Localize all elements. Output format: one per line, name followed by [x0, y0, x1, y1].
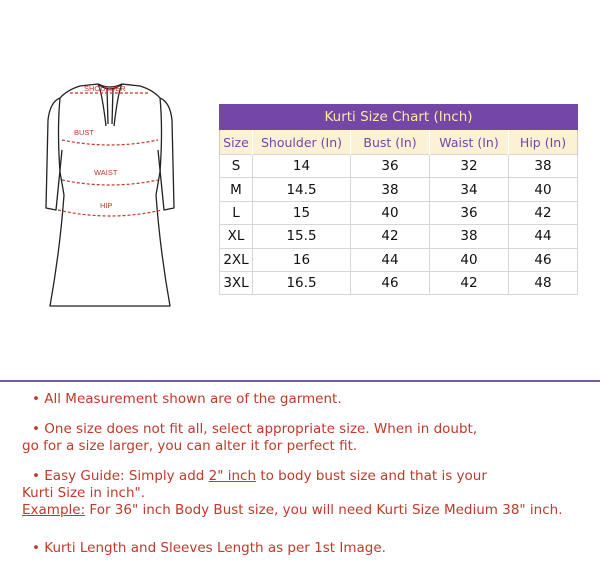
- table-cell: 15: [253, 201, 351, 224]
- table-body: [220, 155, 578, 295]
- note-text: All Measurement shown are of the garment.: [44, 391, 342, 407]
- table-cell: 3XL: [220, 271, 253, 294]
- table-cell: 42: [430, 271, 509, 294]
- table-cell: S: [220, 155, 253, 178]
- table-cell: 14: [253, 155, 351, 178]
- table-row: [220, 271, 578, 294]
- table-cell: 46: [351, 271, 430, 294]
- table-row: [220, 201, 578, 224]
- table-cell: 44: [509, 225, 578, 248]
- table-cell: 40: [509, 178, 578, 201]
- table-cell: 32: [430, 155, 509, 178]
- size-chart-table: [219, 104, 578, 295]
- table-cell: 40: [351, 201, 430, 224]
- shoulder-label: SHOULDER: [84, 84, 126, 93]
- table-cell: M: [220, 178, 253, 201]
- hip-measure-line: [58, 210, 162, 216]
- bullet: •: [32, 421, 40, 437]
- table-row: [220, 248, 578, 271]
- table-cell: 15.5: [253, 225, 351, 248]
- waist-label: WAIST: [94, 168, 118, 177]
- table-cell: 44: [351, 248, 430, 271]
- note-text: Kurti Length and Sleeves Length as per 1st Image.: [44, 540, 386, 556]
- bullet: •: [32, 391, 40, 407]
- table-cell: 14.5: [253, 178, 351, 201]
- table-row: [220, 178, 578, 201]
- table-cell: 48: [509, 271, 578, 294]
- table-cell: 42: [509, 201, 578, 224]
- column-header: Size: [220, 130, 253, 155]
- table-cell: 34: [430, 178, 509, 201]
- bust-measure-line: [62, 140, 158, 145]
- table-cell: 40: [430, 248, 509, 271]
- table-title: Kurti Size Chart (Inch): [220, 105, 578, 130]
- table-cell: 42: [351, 225, 430, 248]
- table-cell: 36: [430, 201, 509, 224]
- note-text: go for a size larger, you can alter it for perfect fit.: [22, 438, 358, 454]
- note-text: Easy Guide: Simply add: [44, 468, 209, 484]
- note-text: to body bust size and that is your: [256, 468, 487, 484]
- table-cell: L: [220, 201, 253, 224]
- table-cell: 38: [430, 225, 509, 248]
- note-garment-measurement: [32, 391, 594, 408]
- column-header: Hip (In): [509, 130, 578, 155]
- column-header: Waist (In): [430, 130, 509, 155]
- kurti-outline: [50, 84, 170, 306]
- note-size-advice: [22, 421, 594, 455]
- note-underlined-text: 2" inch: [208, 468, 257, 484]
- note-length: [32, 540, 594, 557]
- waist-measure-line: [62, 180, 158, 185]
- table-cell: 16: [253, 248, 351, 271]
- example-text: For 36" inch Body Bust size, you will need Kurti Size Medium 38" inch.: [85, 502, 563, 518]
- column-header: Bust (In): [351, 130, 430, 155]
- table-cell: 2XL: [220, 248, 253, 271]
- column-header: Shoulder (In): [253, 130, 351, 155]
- kurti-diagram: [40, 80, 180, 315]
- note-text: Kurti Size in inch".: [22, 485, 146, 501]
- table-cell: 16.5: [253, 271, 351, 294]
- example-label: Example:: [22, 502, 86, 518]
- hip-label: HIP: [100, 201, 113, 210]
- note-easy-guide: [22, 468, 594, 519]
- bullet: •: [32, 540, 40, 556]
- bust-label: BUST: [74, 128, 95, 137]
- table-header-row: [220, 130, 578, 155]
- table-row: [220, 155, 578, 178]
- divider: [0, 380, 600, 382]
- table-cell: XL: [220, 225, 253, 248]
- note-text: One size does not fit all, select appropriate size. When in doubt,: [44, 421, 478, 437]
- table-cell: 38: [509, 155, 578, 178]
- table-row: [220, 225, 578, 248]
- table-cell: 36: [351, 155, 430, 178]
- bullet: •: [32, 468, 40, 484]
- table-cell: 46: [509, 248, 578, 271]
- table-cell: 38: [351, 178, 430, 201]
